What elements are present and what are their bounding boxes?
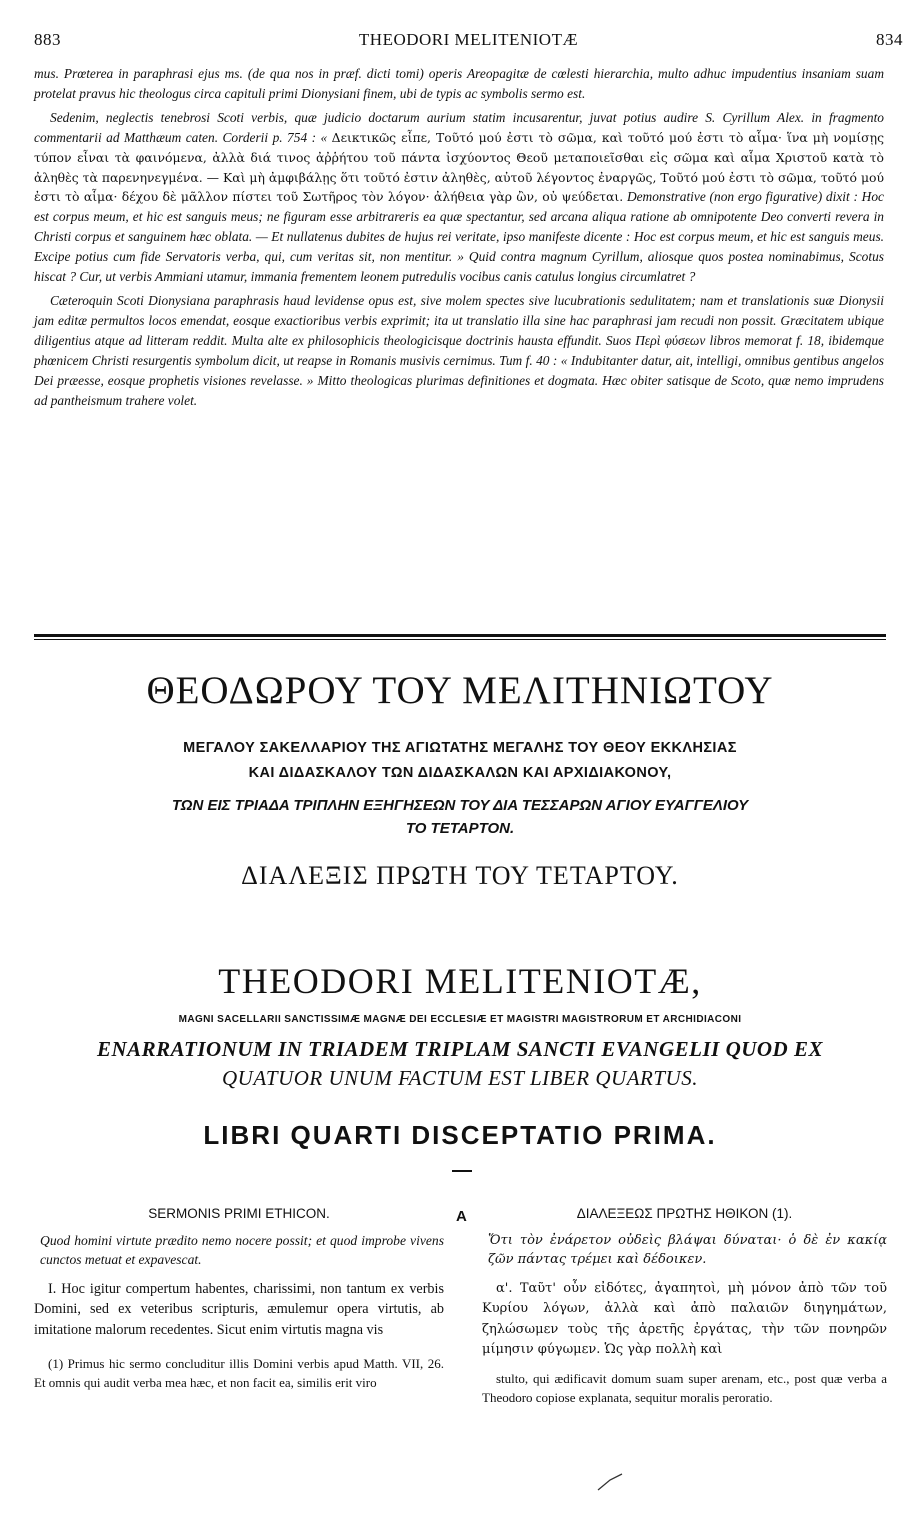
latin-column <box>34 1204 444 1392</box>
commentary-block <box>34 64 884 410</box>
page-number-left: 883 <box>34 30 61 49</box>
section-divider-thin <box>34 639 886 640</box>
pen-mark <box>596 1472 626 1492</box>
latin-summary: Quod homini virtute prædito nemo nocere possit; et quod improbe vivens cunctos metuat et expavescat. <box>40 1232 444 1267</box>
running-head <box>34 30 903 54</box>
greek-summary: Ὅτι τὸν ἐνάρετον οὐδεὶς βλάψαι δύναται· ὁ δὲ ἐν κακίᾳ ζῶν πάντας τρέμει καὶ δέδοικεν. <box>488 1232 887 1267</box>
commentary-paragraph-3: Cæteroquin Scoti Dionysiana paraphrasis haud levidense opus est, sive molem spectes sive lucubrationis sedulitatem; nam et translationis suæ Dionysii jam editæ permultos locos emendat, eosque exactioribus verbis exprimit; ita ut translatio illa sine hac paraphrasi jam recudi non possit. Græcitatem ubique diligentius atque ad litteram reddit. Multa alte ex philosophicis theologicisque doctrinis hausta effundit. Suos Περὶ φύσεων libros memorat f. 18, ibidemque phœnicem Christi resurgentis symbolum dicit, ut reapse in Romanis musivis cernimus. Tum f. 40 : « Indubitanter datur, ait, intelligi, omnibus gentibus angelos Dei præesse, eosque prophetis visiones revelasse. » Mitto theologicas plurimas definitiones et dogmata. Hæc obiter satisque de Scoto, quæ nemo imprudens ad pantheismum trahere volet. <box>34 292 884 408</box>
greek-section-heading: ΔΙΑΛΕΞΕΩΣ ΠΡΩΤΗΣ ΗΘΙΚΟΝ (1). <box>576 1206 793 1221</box>
latin-subtitle-1: MAGNI SACELLARII SANCTISSIMÆ MAGNÆ DEI ECCLESIÆ ET MAGISTRI MAGISTRORUM ET ARCHIDIACONI <box>178 1014 742 1025</box>
heading-short-rule <box>452 1170 472 1172</box>
greek-subtitle-4: ΤΟ ΤΕΤΑΡΤΟΝ. <box>405 820 515 837</box>
commentary-latin-translation: Demonstrative (non ergo figurative) dixit : Hoc est corpus meum, et hic est sanguis meus; ne figuram esse arbitrareris ea quæ spectantur, sed arcana aliqua ratione ab omnipotente Deo converti revera in Christi corpus et sanguinem hæc oblata. — Et nullatenus dubites de hujus rei veritate, ipso manifeste dicente : Hoc est corpus meum, et hic est sanguis meus. Excipe potius cum fide Servatoris verba, qui, cum veritas sit, non mentitur. » Quid contra magnum Cyrillum, aliosque quos postea nominabimus, Scotus hiscat ? Cur, ut verbis Ammiani utamur, immania frementem leonem putredulis vocibus canis catulus longius circumlatret ? <box>34 189 884 285</box>
greek-subtitle-3: ΤΩΝ ΕΙΣ ΤΡΙΑΔΑ ΤΡΙΠΛΗΝ ΕΞΗΓΗΣΕΩΝ ΤΟΥ ΔΙΑ ΤΕΣΣΑΡΩΝ ΑΓΙΟΥ ΕΥΑΓΓΕΛΙΟΥ <box>171 797 749 814</box>
latin-section-heading: SERMONIS PRIMI ETHICON. <box>148 1206 330 1221</box>
running-title: THEODORI MELITENIOTÆ <box>358 30 579 49</box>
latin-subtitle-2: ENARRATIONUM IN TRIADEM TRIPLAM SANCTI EVANGELII QUOD EX <box>96 1037 823 1061</box>
greek-body-text: α'. Ταῦτ' οὖν εἰδότες, ἀγαπητοὶ, μὴ μόνον ἀπὸ τῶν τοῦ Κυρίου λόγων, ἀλλὰ καὶ ἀπὸ παλαιῶν διηγημάτων, ζηλώσωμεν τοὺς τῆς ἀρετῆς ἐργάτας, τὴν τῶν πονηρῶν μίμησιν φύγωμεν. Ὡς γὰρ πολλὴ καὶ <box>482 1280 887 1357</box>
latin-dissertation-title: LIBRI QUARTI DISCEPTATIO PRIMA. <box>203 1120 717 1150</box>
commentary-paragraph-2 <box>34 108 884 287</box>
footnote-spacer-right <box>482 1361 887 1369</box>
greek-dissertation-title: ΔΙΑΛΕΞΙΣ ΠΡΩΤΗ ΤΟΥ ΤΕΤΑΡΤΟΥ. <box>241 861 679 890</box>
section-divider-thick <box>34 634 886 637</box>
footnote-spacer <box>34 1340 444 1354</box>
footnote-right: stulto, qui ædificavit domum suam super arenam, etc., post quæ verba a Theodoro copiose explanata, sequitur moralis peroratio. <box>482 1370 887 1405</box>
latin-subtitle-3: QUATUOR UNUM FACTUM EST LIBER QUARTUS. <box>222 1066 698 1090</box>
commentary-paragraph-1: mus. Prœterea in paraphrasi ejus ms. (de qua nos in præf. dicti tomi) operis Areopagitæ de cœlesti hierarchia, multo adhuc impudentius insaniam suam protelat pravus hic theologus circa capituli primi Dionysiani finem, ubi de typis ac symbolis sermo est. <box>34 66 884 101</box>
greek-column <box>482 1204 887 1407</box>
footnote-left: (1) Primus hic sermo concluditur illis Domini verbis apud Matth. VII, 26. Et omnis qui audit verba mea hæc, et non facit ea, similis erit viro <box>34 1356 444 1390</box>
greek-subtitle-2: ΚΑΙ ΔΙΔΑΣΚΑΛΟΥ ΤΩΝ ΔΙΔΑΣΚΑΛΩΝ ΚΑΙ ΑΡΧΙΔΙΑΚΟΝΟΥ, <box>248 765 672 781</box>
latin-body-text: I. Hoc igitur compertum habentes, charissimi, non tantum ex verbis Domini, sed ex veteribus scripturis, æmulemur opera virtutis, ab imitatione malorum recedentes. Sicut enim virtutis magna vis <box>34 1280 444 1338</box>
latin-author-title: THEODORI MELITENIOTÆ, <box>218 961 702 1001</box>
greek-author-title: ΘΕΟΔΩΡΟΥ ΤΟΥ ΜΕΛΙΤΗΝΙΩΤΟΥ <box>146 669 774 712</box>
page-number-right: 834 <box>876 30 903 49</box>
commentary-latin-intro: Sedenim, neglectis tenebrosi Scoti verbis, quæ judicio doctarum aurium statim incusarentur, juvat potius audire S. Cyrillum Alex. in fragmento commentarii ad Matthæum caten. Corderii p. 754 : « <box>34 109 884 145</box>
column-marker: A <box>456 1208 467 1225</box>
greek-subtitle-1: ΜΕΓΑΛΟΥ ΣΑΚΕΛΛΑΡΙΟΥ ΤΗΣ ΑΓΙΩΤΑΤΗΣ ΜΕΓΑΛΗΣ ΤΟΥ ΘΕΟΥ ΕΚΚΛΗΣΙΑΣ <box>183 740 737 756</box>
cyril-greek-quote: Δεικτικῶς εἶπε, Τοῦτό μού ἐστι τὸ σῶμα, καὶ τοῦτό μού ἐστι τὸ αἷμα· ἵνα μὴ νομίσῃς τύπον εἶναι τὰ φαινόμενα, ἀλλὰ διά τινος ἀῤῥήτου τοῦ πάντα ἰσχύοντος Θεοῦ μεταποιεῖσθαι εἰς σῶμα καὶ αἷμα Χριστοῦ κατὰ τὸ ἀληθὲς τὰ παρενηνεγμένα. — Καὶ μὴ ἀμφιβάλῃς ὅτι τοῦτό ἐστιν ἀληθὲς, αὐτοῦ λέγοντος ἐναργῶς, Τοῦτό μού ἐστι τὸ σῶμα, τοῦτό μού ἐστι τὸ αἷμα· δέχου δὲ μᾶλλον πίστει τοῦ Σωτῆρος τὸν λόγον· ἀλήθεια γὰρ ὢν, οὐ ψεύδεται. <box>34 129 885 205</box>
